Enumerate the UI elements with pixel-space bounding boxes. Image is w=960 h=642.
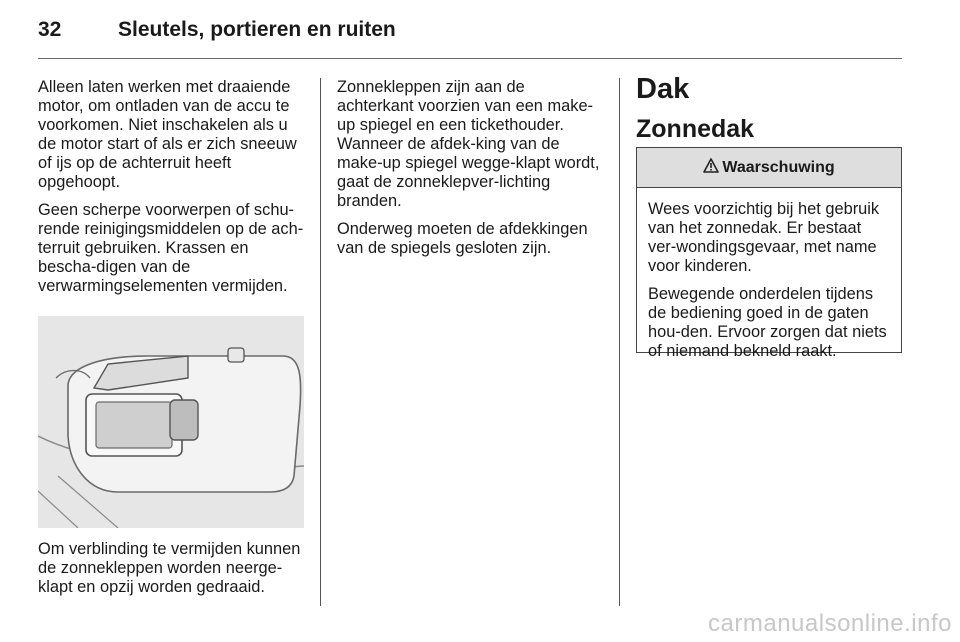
column-divider (619, 78, 620, 606)
section-heading-zonnedak: Zonnedak (636, 115, 755, 143)
column-2 (337, 78, 605, 267)
warning-body (637, 188, 901, 361)
page-header (38, 16, 902, 56)
chapter-heading-dak: Dak (636, 73, 690, 105)
paragraph: Bewegende onderdelen tijdens de bediening goed in de gaten hou-den. Ervoor zorgen dat niets of niemand bekneld raakt. (648, 285, 887, 360)
page-number: 32 (38, 18, 62, 41)
column-1 (38, 78, 304, 344)
warning-box (636, 147, 902, 360)
warning-header (637, 148, 901, 188)
column-divider (320, 78, 321, 606)
paragraph: Alleen laten werken met draaiende motor, om ontladen van de accu te voorkomen. Niet inschakelen als u de motor start of als er zich sneeuw of ijs op de achterruit heeft opgehoopt. (38, 78, 297, 191)
paragraph: Zonnekleppen zijn aan de achterkant voorzien van een make-up spiegel en een tickethouder. Wanneer de afdek-king van de make-up spiegel wegge-klapt wordt, gaat de zonneklepver-lichting branden. (337, 78, 600, 210)
sun-visor-illustration (38, 316, 304, 528)
paragraph: Wees voorzichtig bij het gebruik van het zonnedak. Er bestaat ver-wondingsgevaar, met name voor kinderen. (648, 200, 880, 275)
column-3 (636, 72, 902, 144)
warning-title: Waarschuwing (722, 158, 835, 176)
paragraph: Onderweg moeten de afdekkingen van de spiegels gesloten zijn. (337, 220, 588, 257)
figure-caption: Om verblinding te vermijden kunnen de zonnekleppen worden neerge-klapt en opzij worden gedraaid. (38, 540, 301, 596)
header-rule (38, 58, 902, 59)
sun-visor-drawing (38, 316, 304, 528)
warning-triangle-icon (703, 158, 719, 178)
page-title: Sleutels, portieren en ruiten (118, 18, 396, 41)
paragraph: Geen scherpe voorwerpen of schu-rende reinigingsmiddelen op de ach-terruit gebruiken. Krassen en bescha-digen van de verwarmingselementen vermijden. (38, 201, 304, 295)
watermark: carmanualsonline.info (708, 610, 952, 637)
